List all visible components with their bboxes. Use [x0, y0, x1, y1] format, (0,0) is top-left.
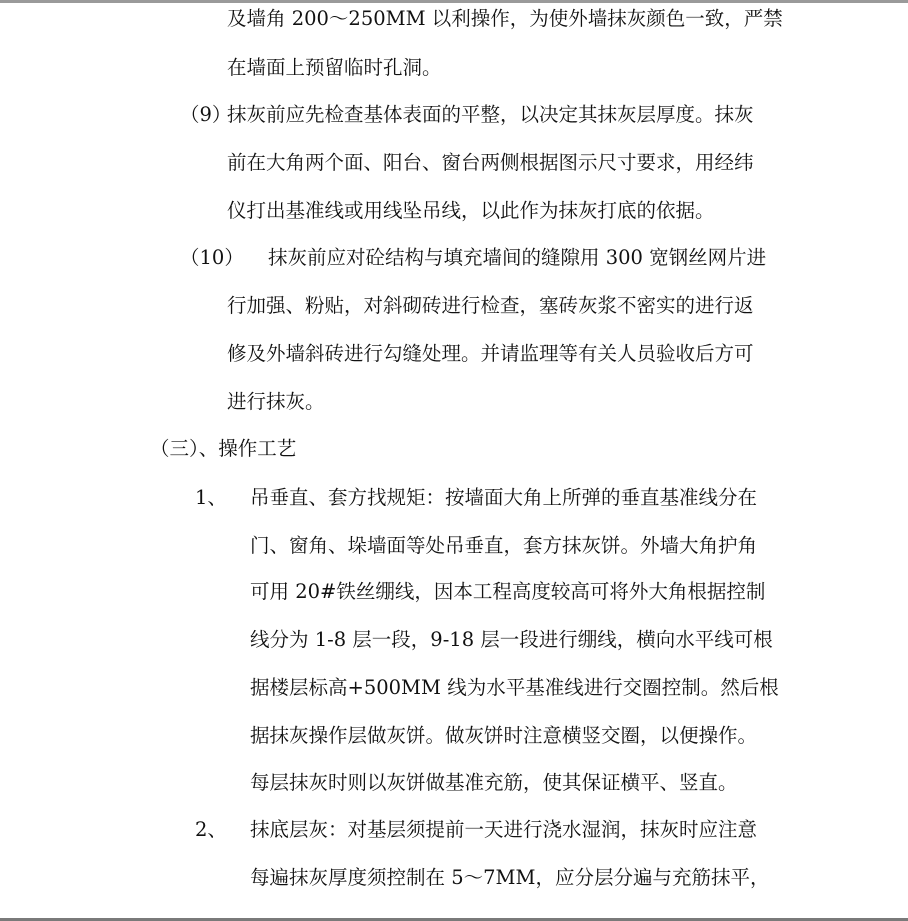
- text-line: 门、窗角、垛墙面等处吊垂直，套方抹灰饼。外墙大角护角: [250, 534, 758, 557]
- text-line: 进行抹灰。: [227, 390, 325, 413]
- text-line: 前在大角两个面、阳台、窗台两侧根据图示尺寸要求，用经纬: [227, 151, 754, 174]
- text-line: 每层抹灰时则以灰饼做基准充筋，使其保证横平、竖直。: [250, 771, 738, 794]
- text-line: 行加强、粉贴，对斜砌砖进行检查，塞砖灰浆不密实的进行返: [227, 294, 754, 317]
- step-marker-2: 2、: [195, 818, 227, 841]
- text-line: 据楼层标高+500MM 线为水平基准线进行交圈控制。然后根: [250, 676, 779, 699]
- list-marker-10: （10）: [180, 246, 244, 269]
- text-line: 抹灰前应对砼结构与填充墙间的缝隙用 300 宽钢丝网片进: [268, 246, 767, 269]
- text-line: 抹灰前应先检查基体表面的平整，以决定其抹灰层厚度。抹灰: [227, 103, 754, 126]
- text-line: 据抹灰操作层做灰饼。做灰饼时注意横竖交圈，以便操作。: [250, 724, 758, 747]
- text-line: 线分为 1-8 层一段，9-18 层一段进行绷线，横向水平线可根: [250, 628, 773, 651]
- text-line: 吊垂直、套方找规矩：按墙面大角上所弹的垂直基准线分在: [250, 486, 758, 509]
- top-page-border: [0, 0, 908, 3]
- text-line: 修及外墙斜砖进行勾缝处理。并请监理等有关人员验收后方可: [227, 342, 754, 365]
- text-line: 在墙面上预留临时孔洞。: [227, 56, 442, 79]
- text-line: 每遍抹灰厚度须控制在 5～7MM，应分层分遍与充筋抹平，: [250, 866, 770, 889]
- text-line: 可用 20#铁丝绷线，因本工程高度较高可将外大角根据控制: [250, 580, 766, 603]
- list-marker-9: （9）: [180, 103, 232, 126]
- step-marker-1: 1、: [195, 486, 227, 509]
- text-line: 抹底层灰：对基层须提前一天进行浇水湿润，抹灰时应注意: [250, 818, 758, 841]
- text-line: 及墙角 200～250MM 以利操作，为使外墙抹灰颜色一致，严禁: [227, 7, 783, 30]
- section-heading: （三）、操作工艺: [150, 437, 297, 460]
- text-line: 仪打出基准线或用线坠吊线，以此作为抹灰打底的依据。: [227, 199, 715, 222]
